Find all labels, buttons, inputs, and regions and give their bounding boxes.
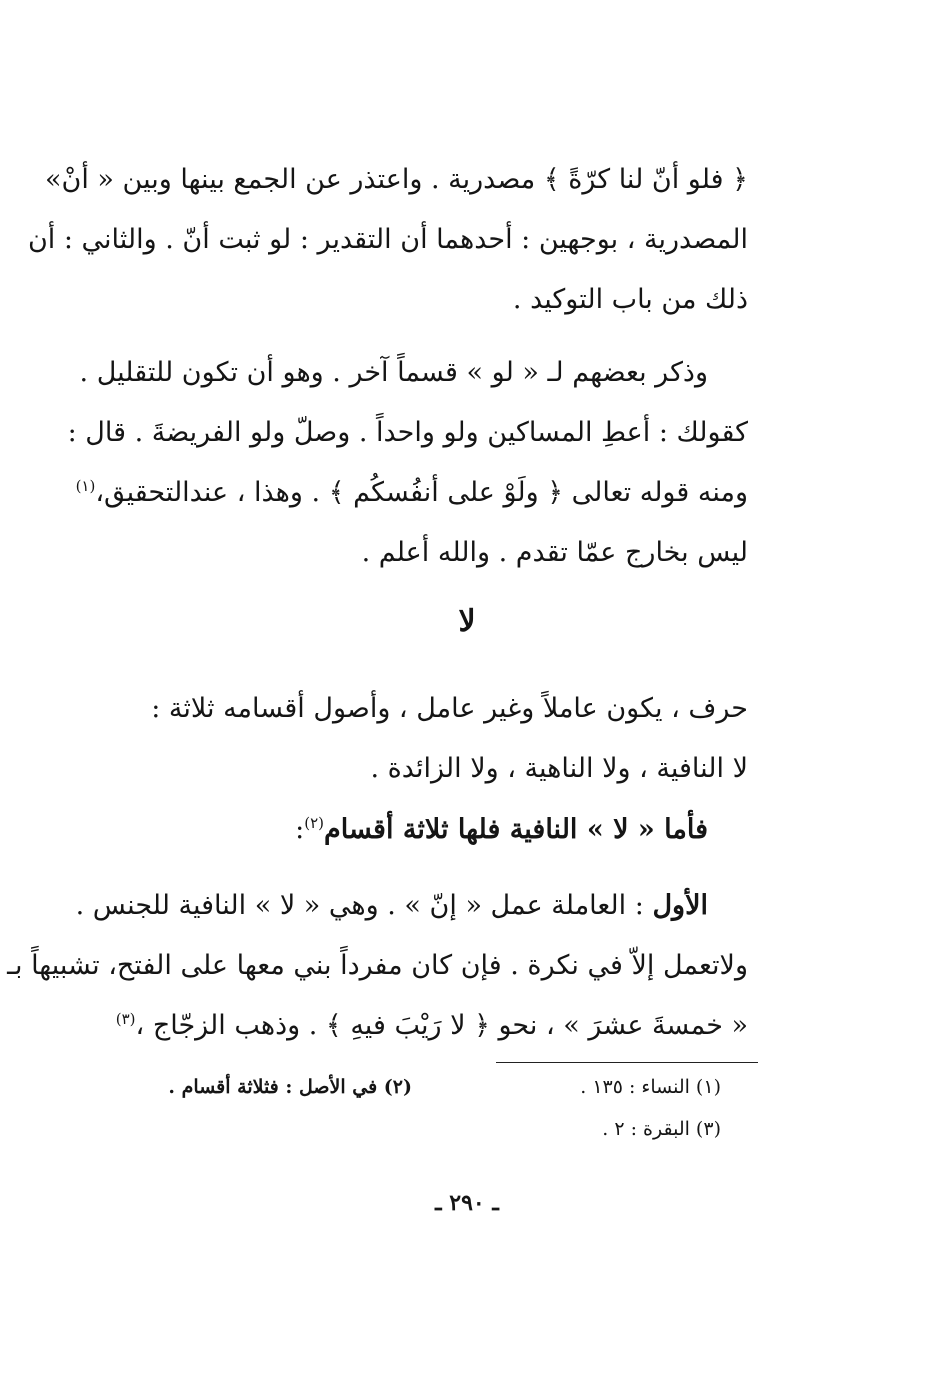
text-line [75,876,748,936]
footnote-divider [496,1062,758,1063]
text-run: : العاملة عمل « إنّ » . وهي « لا » النافية للجنس . [75,890,644,921]
text-line: ولاتعمل إلاّ في نكرة . فإن كان مفرداً بني معها على الفتح، تشبيهاً بـ [7,950,748,981]
colon: : [295,814,305,845]
lead-word: الأول [652,890,708,921]
footnote-2: (٢) في الأصل : فثلاثة أقسام . [168,1076,412,1098]
paragraph-la-nafiya [96,800,748,860]
footnote-marker: (٣) [115,1010,136,1028]
footnote-1: (١) النساء : ١٣٥ . [580,1076,721,1098]
bold-text: فأما « لا » النافية فلها ثلاثة أقسام [324,814,708,845]
text-line [96,800,748,860]
footnote-marker: (١) [75,477,96,495]
text-line: لا النافية ، ولا الناهية ، ولا الزائدة . [370,753,748,784]
footnote-3: (٣) البقرة : ٢ . [602,1118,721,1140]
paragraph-first-type [7,876,748,1056]
text-line [75,463,748,523]
footnote-marker: (٢) [304,814,325,832]
text-line: كقولك : أعطِ المساكين ولو واحداً . وصلّ ولو الفريضةَ . قال : [67,417,748,448]
paragraph-lawla-masdariya [27,150,748,330]
verse-text: ومنه قوله تعالى ﴿ ولَوْ على أنفُسكُم ﴾ . وهذا ، عندالتحقيق، [95,477,748,508]
text-line: حرف ، يكون عاملاً وغير عامل ، وأصول أقسامه ثلاثة : [151,693,748,724]
text-line: ﴿ فلو أنّ لنا كرّةً ﴾ مصدرية . واعتذر عن الجمع بينها وبين « أنْ» [45,164,748,195]
paragraph-la-intro [96,679,748,799]
text-line: ذلك من باب التوكيد . [512,284,748,315]
paragraph-taqlil [67,343,748,583]
page-number: ـ ٢٩٠ ـ [435,1190,499,1216]
text-line: وذكر بعضهم لـ « لو » قسماً آخر . وهو أن تكون للتقليل . [79,357,708,388]
text-line: ليس بخارج عمّا تقدم . والله أعلم . [361,537,748,568]
section-heading: لا [458,604,476,639]
text-line: « خمسةَ عشرَ » ، نحو ﴿ لا رَيْبَ فيهِ ﴾ . وذهب الزجّاج ،$^{(٣)}$ [115,1010,748,1041]
text-line: المصدرية ، بوجهين : أحدهما أن التقدير : لو ثبت أنّ . والثاني : أن [27,224,748,255]
